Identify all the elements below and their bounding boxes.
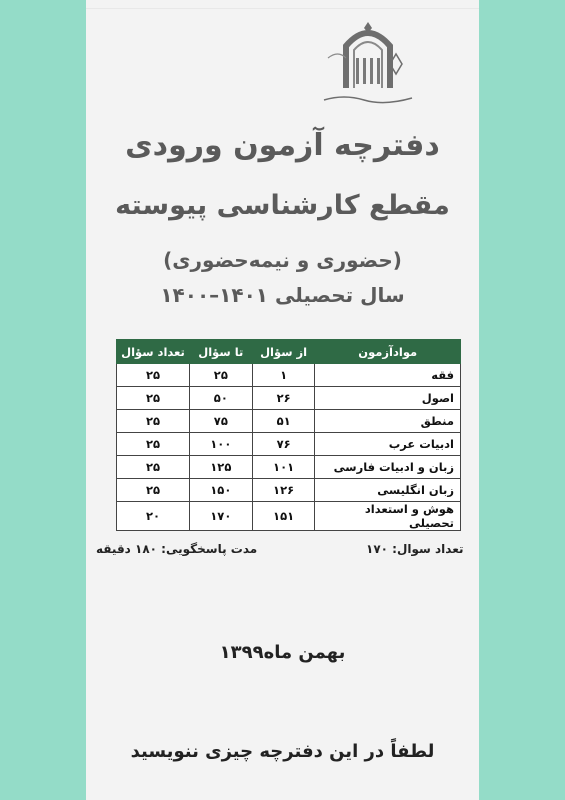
count-cell: ۲۵ — [117, 364, 190, 387]
to-cell: ۷۵ — [189, 410, 252, 433]
from-cell: ۱ — [252, 364, 315, 387]
to-cell: ۱۵۰ — [189, 479, 252, 502]
table-row — [117, 410, 461, 433]
booklet-title: دفترچه آزمون ورودی — [125, 128, 440, 163]
count-cell: ۲۰ — [117, 502, 190, 531]
to-cell: ۱۰۰ — [189, 433, 252, 456]
subject-cell: ادبیات عرب — [315, 433, 461, 456]
from-cell: ۵۱ — [252, 410, 315, 433]
academic-year: سال تحصیلی ۱۴۰۱–۱۴۰۰ — [160, 283, 405, 307]
from-cell: ۱۵۱ — [252, 502, 315, 531]
total-questions: تعداد سوال: ۱۷۰ — [366, 542, 464, 556]
table-row — [117, 433, 461, 456]
from-cell: ۲۶ — [252, 387, 315, 410]
from-cell: ۱۰۱ — [252, 456, 315, 479]
to-cell: ۲۵ — [189, 364, 252, 387]
header-subject: موادآزمون — [315, 340, 461, 364]
count-cell: ۲۵ — [117, 479, 190, 502]
table-row — [117, 387, 461, 410]
seminary-logo — [316, 18, 421, 104]
header-to: تا سؤال — [189, 340, 252, 364]
to-cell: ۱۲۵ — [189, 456, 252, 479]
count-cell: ۲۵ — [117, 410, 190, 433]
count-cell: ۲۵ — [117, 387, 190, 410]
top-divider — [86, 8, 479, 9]
exam-subjects-table — [116, 339, 461, 531]
table-row — [117, 502, 461, 531]
header-from: از سؤال — [252, 340, 315, 364]
from-cell: ۷۶ — [252, 433, 315, 456]
subject-cell: هوش و استعداد تحصیلی — [315, 502, 461, 531]
table-header-row — [117, 340, 461, 364]
right-side-band — [479, 0, 565, 800]
table-row — [117, 364, 461, 387]
count-cell: ۲۵ — [117, 433, 190, 456]
answer-duration: مدت پاسخگویی: ۱۸۰ دقیقه — [96, 542, 258, 556]
left-side-band — [0, 0, 86, 800]
table-row — [117, 479, 461, 502]
subject-cell: زبان و ادبیات فارسی — [315, 456, 461, 479]
subject-cell: فقه — [315, 364, 461, 387]
subject-cell: منطق — [315, 410, 461, 433]
subject-cell: زبان انگلیسی — [315, 479, 461, 502]
to-cell: ۱۷۰ — [189, 502, 252, 531]
do-not-write-notice: لطفاً در این دفترچه چیزی ننویسید — [130, 741, 435, 762]
attendance-mode: (حضوری و نیمه‌حضوری) — [163, 248, 402, 272]
exam-date: بهمن ماه۱۳۹۹ — [219, 642, 346, 663]
table-row — [117, 456, 461, 479]
count-cell: ۲۵ — [117, 456, 190, 479]
subject-cell: اصول — [315, 387, 461, 410]
to-cell: ۵۰ — [189, 387, 252, 410]
header-count: تعداد سؤال — [117, 340, 190, 364]
from-cell: ۱۲۶ — [252, 479, 315, 502]
degree-level: مقطع کارشناسی پیوسته — [115, 190, 450, 221]
